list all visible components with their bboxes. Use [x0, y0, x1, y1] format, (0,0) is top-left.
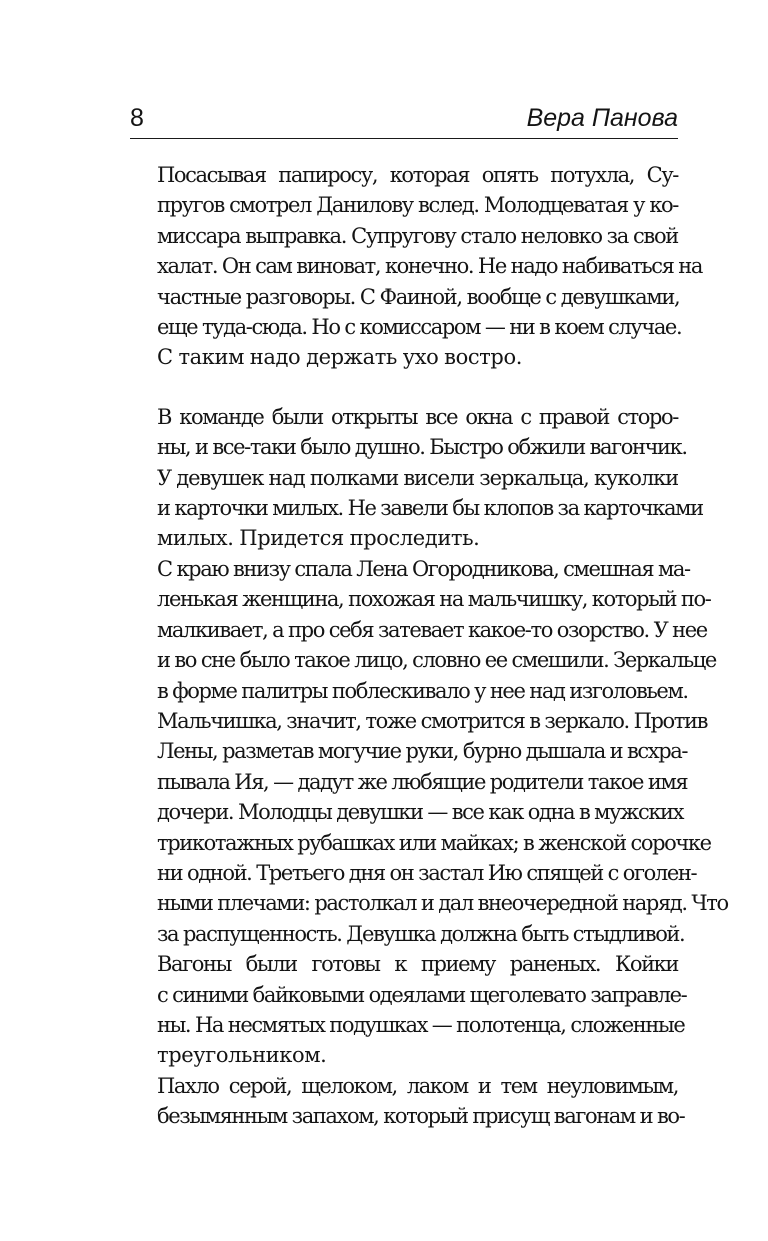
text-line: В команде были открыты все окна с правой сторо-	[157, 404, 678, 429]
page-number: 8	[130, 104, 144, 132]
text-line: дочери. Молодцы девушки — все как одна в мужских	[157, 800, 684, 825]
text-line: треугольником.	[157, 1043, 327, 1068]
text-line: пывала Ия, — дадут же любящие родители такое имя	[157, 769, 688, 794]
text-line: и во сне было такое лицо, словно ее смешили. Зеркальце	[157, 648, 716, 673]
paragraph-5	[130, 1071, 685, 1132]
text-line: Пахло серой, щелоком, лаком и тем неуловимым,	[157, 1073, 678, 1098]
text-line: малкивает, а про себя затевает какое-то озорство. У нее	[157, 617, 707, 642]
book-author: Вера Панова	[526, 104, 678, 132]
text-line: миссара выправка. Супругову стало неловко за свой	[157, 223, 678, 248]
header-rule	[130, 138, 678, 139]
text-line: с синими байковыми одеялами щеголевато заправле-	[157, 982, 687, 1007]
body-text	[130, 160, 728, 1132]
running-head	[130, 103, 678, 137]
text-line: ными плечами: растолкал и дал внеочередной наряд. Что	[157, 891, 728, 916]
text-line: С таким надо держать ухо востро.	[157, 345, 522, 370]
text-line: в форме палитры поблескивало у нее над изголовьем.	[157, 678, 688, 703]
paragraph-3	[130, 554, 728, 949]
text-line: ни одной. Третьего дня он застал Ию спящей с оголен-	[157, 860, 697, 885]
paragraph-4	[130, 949, 687, 1071]
text-line: пругов смотрел Данилову вслед. Молодцеватая у ко-	[157, 193, 678, 218]
text-line: еще туда-сюда. Но с комиссаром — ни в коем случае.	[157, 315, 682, 340]
book-page	[130, 0, 728, 1241]
text-line: за распущенность. Девушка должна быть стыдливой.	[157, 921, 685, 946]
text-line: ны. На несмятых подушках — полотенца, сложенные	[157, 1012, 685, 1037]
text-line: У девушек над полками висели зеркальца, куколки	[157, 465, 678, 490]
text-line: безымянным запахом, который присущ вагонам и во-	[157, 1104, 685, 1129]
text-line: Вагоны были готовы к приему раненых. Койки	[157, 952, 678, 977]
text-line: ленькая женщина, похожая на мальчишку, который по-	[157, 587, 711, 612]
text-line: Мальчишка, значит, тоже смотрится в зеркало. Против	[157, 708, 708, 733]
text-line: милых. Придется проследить.	[157, 526, 480, 551]
text-line: трикотажных рубашках или майках; в женской сорочке	[157, 830, 711, 855]
paragraph-2	[130, 402, 703, 554]
text-line: и карточки милых. Не завели бы клопов за карточками	[157, 496, 703, 521]
text-line: С краю внизу спала Лена Огородникова, смешная ма-	[157, 556, 690, 581]
text-line: Посасывая папиросу, которая опять потухла, Су-	[157, 163, 678, 187]
text-line: ны, и все-таки было душно. Быстро обжили вагончик.	[157, 435, 687, 460]
text-line: частные разговоры. С Фаиной, вообще с девушками,	[157, 284, 680, 309]
text-line: халат. Он сам виноват, конечно. Не надо набиваться на	[157, 254, 702, 279]
paragraph-1	[130, 160, 702, 373]
text-line: Лены, разметав могучие руки, бурно дышала и всхра-	[157, 739, 688, 764]
